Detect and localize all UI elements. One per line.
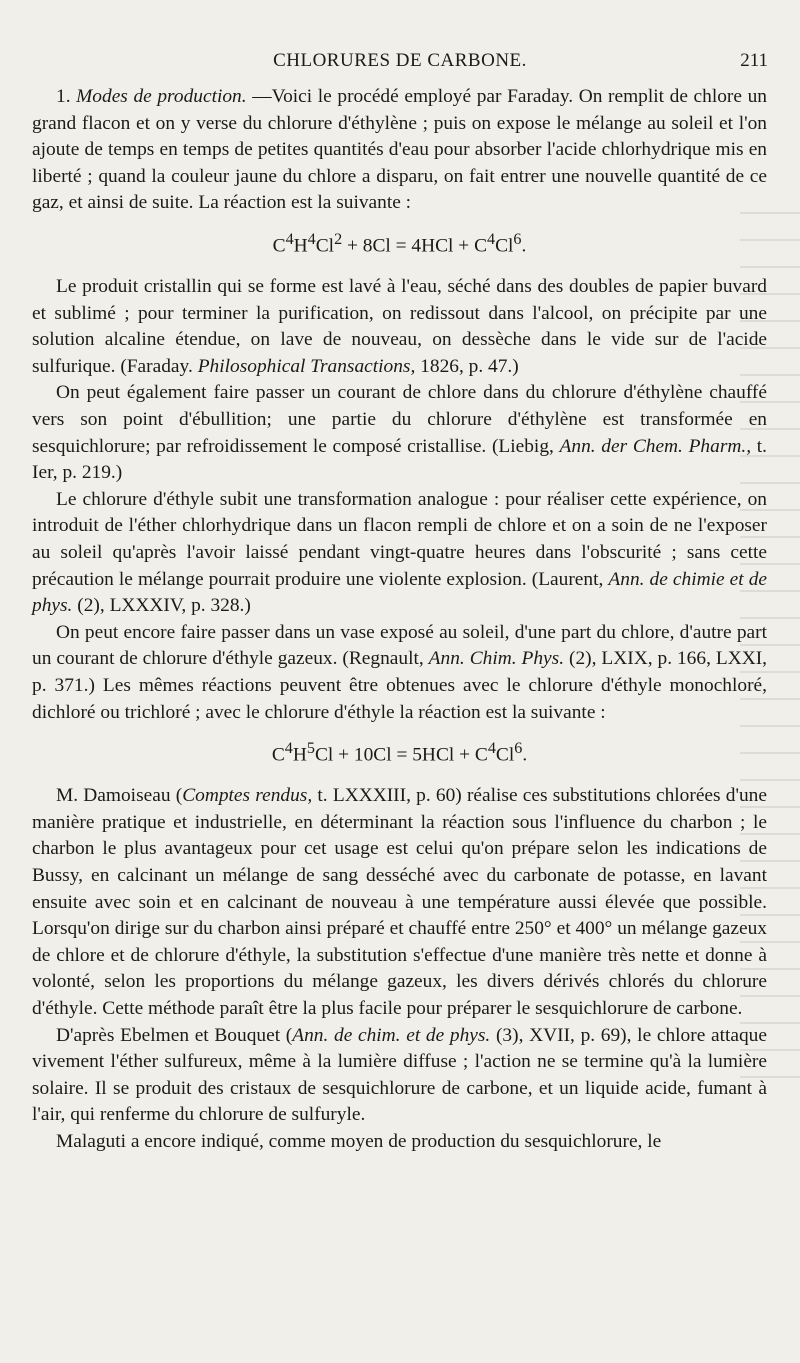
- citation-title: Ann. de chimie et de phys.: [32, 568, 767, 617]
- paragraph-text: Malaguti a encore indiqué, comme moyen de production du sesquichlorure, le: [56, 1130, 662, 1152]
- paragraph-4: [32, 487, 767, 620]
- body-text: [32, 84, 767, 1156]
- paragraph-text-cont: (3), XVII, p. 69), le chlore attaque vivement l'éther sulfureux, même à la lumière diffuse ; l'action ne se termine qu'à la lumière solaire. Il se produit des cristaux de sesquichlorure de carbone, et un liquide acide, fumant à l'air, qui renferme du chlorure de sulfuryle.: [32, 1024, 767, 1126]
- citation-title: Ann. de chim. et de phys.: [292, 1024, 491, 1046]
- eq-sub: 4: [285, 230, 294, 248]
- citation-title: Ann. Chim. Phys.: [428, 648, 565, 670]
- paragraph-1: [32, 84, 767, 217]
- paragraph-2: [32, 274, 767, 380]
- paragraph-7: [32, 1023, 767, 1129]
- running-title: CHLORURES DE CARBONE.: [273, 50, 527, 71]
- paragraph-text: M. Damoiseau (: [56, 785, 183, 807]
- paragraph-text: On peut également faire passer un courant de chlore dans du chlorure d'éthylène chauffé vers son point d'ébullition; une partie du chlorure d'éthylène est transformée en sesquichlorure; par refroidissement le composé cristallise. (Liebig,: [32, 382, 767, 457]
- section-heading: Modes de production.: [76, 86, 247, 107]
- citation-ref: (2), LXXXIV, p. 328.): [77, 595, 251, 617]
- eq-sub: 2: [334, 230, 343, 248]
- citation-title: Comptes rendus,: [182, 785, 313, 807]
- paragraph-text: Le produit cristallin qui se forme est lavé à l'eau, séché dans des doubles de papier buvard et sublimé ; pour terminer la purification, on redissout dans l'alcool, on précipite par une solution alcaline étendue, on lave de nouveau, on dessèche dans le vide sur de l'acide sulfurique. (Faraday.: [32, 276, 767, 377]
- equation-2: [32, 736, 767, 769]
- equation-1: [32, 227, 767, 260]
- paragraph-text-cont: t. LXXXIII, p. 60) réalise ces substitutions chlorées d'une manière pratique et industrielle, en déterminant la réaction sous l'influence du charbon ; le charbon le plus avantageux pour cet usage est celui qu'on prépare selon les indications de Bussy, en calcinant un mélange de sang desséché avec du carbonate de potasse, en lavant ensuite avec soin et en calcinant de nouveau à une température aussi élevée que possible. Lorsqu'on dirige sur du charbon ainsi préparé et chauffé entre 250° et 400° un mélange gazeux de chlore et de chlorure d'éthyle, la substitution s'effectue d'une manière très nette et donne à volonté, selon les proportions du mélange gazeux, les divers dérivés chlorés du chlorure d'éthyle. Cette méthode paraît être la plus facile pour préparer le sesquichlorure de carbone.: [32, 785, 767, 1019]
- page-header: [32, 50, 768, 84]
- eq-sub: 4: [487, 230, 496, 248]
- paragraph-text: On peut encore faire passer dans un vase exposé au soleil, d'une part du chlore, d'autre part un courant de chlorure d'éthyle gazeux. (Regnault,: [32, 621, 767, 670]
- eq-rest: Cl: [495, 235, 514, 257]
- eq-c: C: [271, 744, 285, 766]
- citation-ref: t. Ier, p. 219.): [32, 435, 767, 484]
- paragraph-text: Le chlorure d'éthyle subit une transformation analogue : pour réaliser cette expérience, on introduit de l'éther chlorhydrique dans un flacon rempli de chlore et on a soin de ne l'exposer au soleil qu'après l'avoir laissé pendant vingt-quatre heures dans l'obscurité ; sans cette précaution le mélange pourrait produire une violente explosion. (Laurent,: [32, 488, 767, 590]
- paragraph-3: [32, 380, 767, 486]
- page-number: 211: [740, 50, 768, 71]
- eq-sub: 4: [284, 740, 293, 758]
- eq-sub: 4: [487, 740, 496, 758]
- eq-sub: 6: [513, 230, 522, 248]
- eq-h: H: [293, 235, 308, 257]
- section-number: 1.: [56, 86, 71, 107]
- paragraph-text: —Voici le procédé employé par Faraday. On remplit de chlore un grand flacon et on y verse du chlorure d'éthylène ; puis on expose le mélange au soleil et l'on ajoute de temps en temps de petites quantités d'eau pour absorber l'acide chlorhydrique mis en liberté ; quand la couleur jaune du chlore a disparu, on fait entrer une nouvelle quantité de ce gaz, et ainsi de suite. La réaction est la suivante :: [32, 86, 767, 214]
- paragraph-6: [32, 783, 767, 1022]
- eq-rest: + 10Cl = 5HCl + C: [333, 744, 488, 766]
- eq-h: H: [292, 744, 307, 766]
- eq-cl: Cl: [315, 235, 335, 257]
- paragraph-5: [32, 620, 767, 726]
- eq-cl: Cl: [314, 744, 334, 766]
- paragraph-8: [32, 1129, 767, 1156]
- eq-rest: Cl: [495, 744, 515, 766]
- eq-end: .: [522, 744, 528, 766]
- citation-ref: (2), LXIX, p. 166, LXXI, p. 371.) Les mêmes réactions peuvent être obtenues avec le chlorure d'éthyle monochloré, dichloré ou trichloré ; avec le chlorure d'éthyle la réaction est la suivante :: [32, 648, 768, 723]
- eq-sub: 6: [514, 740, 523, 758]
- citation-title: Ann. der Chem. Pharm.,: [559, 435, 752, 457]
- citation-ref: 1826, p. 47.): [420, 355, 519, 377]
- eq-sub: 4: [307, 230, 316, 248]
- eq-end: .: [521, 235, 527, 257]
- eq-rest: + 8Cl = 4HCl + C: [342, 235, 488, 257]
- eq-c: C: [272, 235, 286, 257]
- paragraph-text: D'après Ebelmen et Bouquet (: [56, 1024, 293, 1046]
- eq-sub: 5: [306, 740, 315, 758]
- citation-title: Philosophical Transactions,: [197, 355, 416, 377]
